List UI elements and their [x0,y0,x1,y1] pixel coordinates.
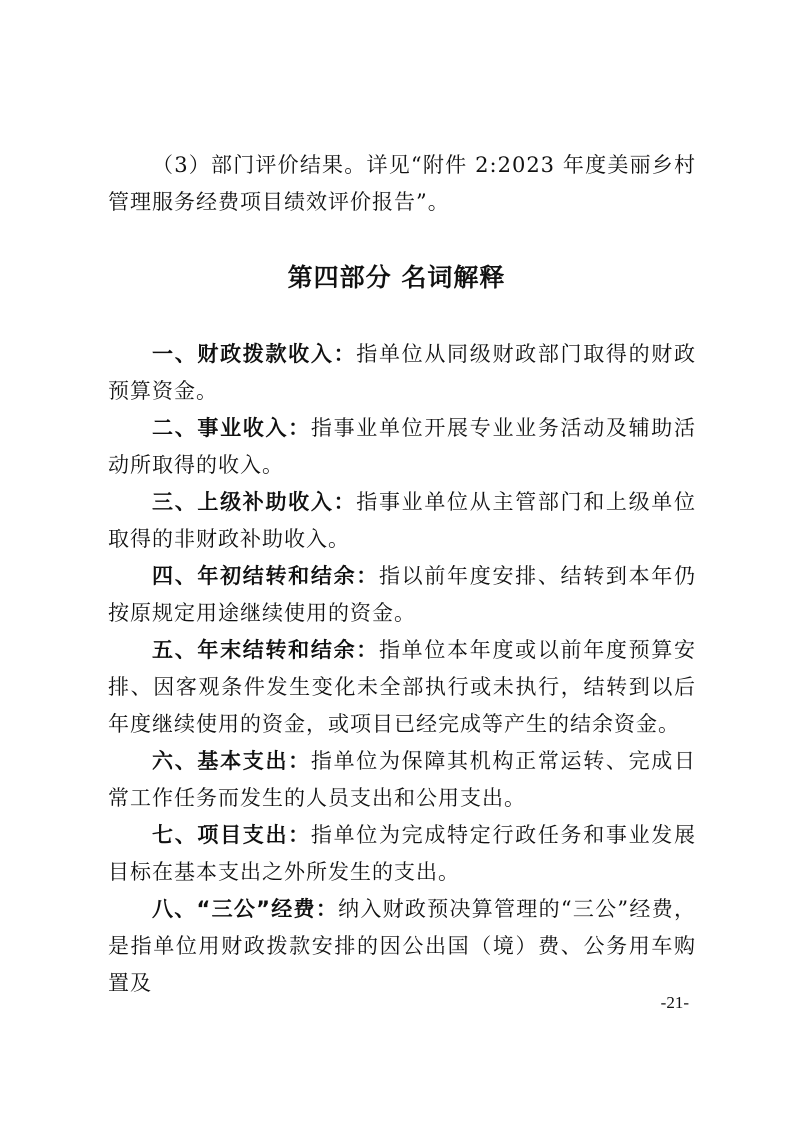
definition-paragraph [108,558,696,632]
definition-paragraph [108,336,696,410]
page-number: -21- [660,993,689,1012]
definition-term: 三、上级补助收入： [152,490,357,514]
definition-term: 四、年初结转和结余： [152,564,379,588]
definition-text: 指单位从同级财政部门取得的财政预算资金。 [108,342,697,403]
section-heading: 第四部分 名词解释 [287,263,506,292]
definition-term: 一、财政拨款收入： [152,342,357,366]
definition-term: 七、项目支出： [152,823,311,847]
definition-term: 八、“三公”经费： [152,897,339,921]
definition-text: 指事业单位开展专业业务活动及辅助活动所取得的收入。 [108,416,697,477]
definition-text: 指单位本年度或以前年度预算安排、因客观条件发生变化未全部执行或未执行，结转到以后年度继续使用的资金，或项目已经完成等产生的结余资金。 [108,638,697,736]
definition-term: 二、事业收入： [152,416,311,440]
definition-paragraph [108,743,696,817]
definition-text: 指事业单位从主管部门和上级单位取得的非财政补助收入。 [108,490,697,551]
definition-text: 指单位为完成特定行政任务和事业发展目标在基本支出之外所发生的支出。 [108,823,697,884]
definition-paragraph [108,484,696,558]
definition-paragraph [108,817,696,891]
definition-text: 指以前年度安排、结转到本年仍按原规定用途继续使用的资金。 [108,564,697,625]
definition-term: 五、年末结转和结余： [152,638,379,662]
intro-paragraph: （3）部门评价结果。详见“附件 2:2023 年度美丽乡村管理服务经费项目绩效评价报告”。 [108,153,696,214]
definition-text: 纳入财政预决算管理的“三公”经费，是指单位用财政拨款安排的因公出国（境）费、公务用车购置及 [108,897,696,995]
definition-term: 六、基本支出： [152,749,311,773]
definition-paragraph [108,410,696,484]
definition-paragraph [108,632,696,743]
definition-text: 指单位为保障其机构正常运转、完成日常工作任务而发生的人员支出和公用支出。 [108,749,697,810]
definition-paragraph [108,891,696,1002]
